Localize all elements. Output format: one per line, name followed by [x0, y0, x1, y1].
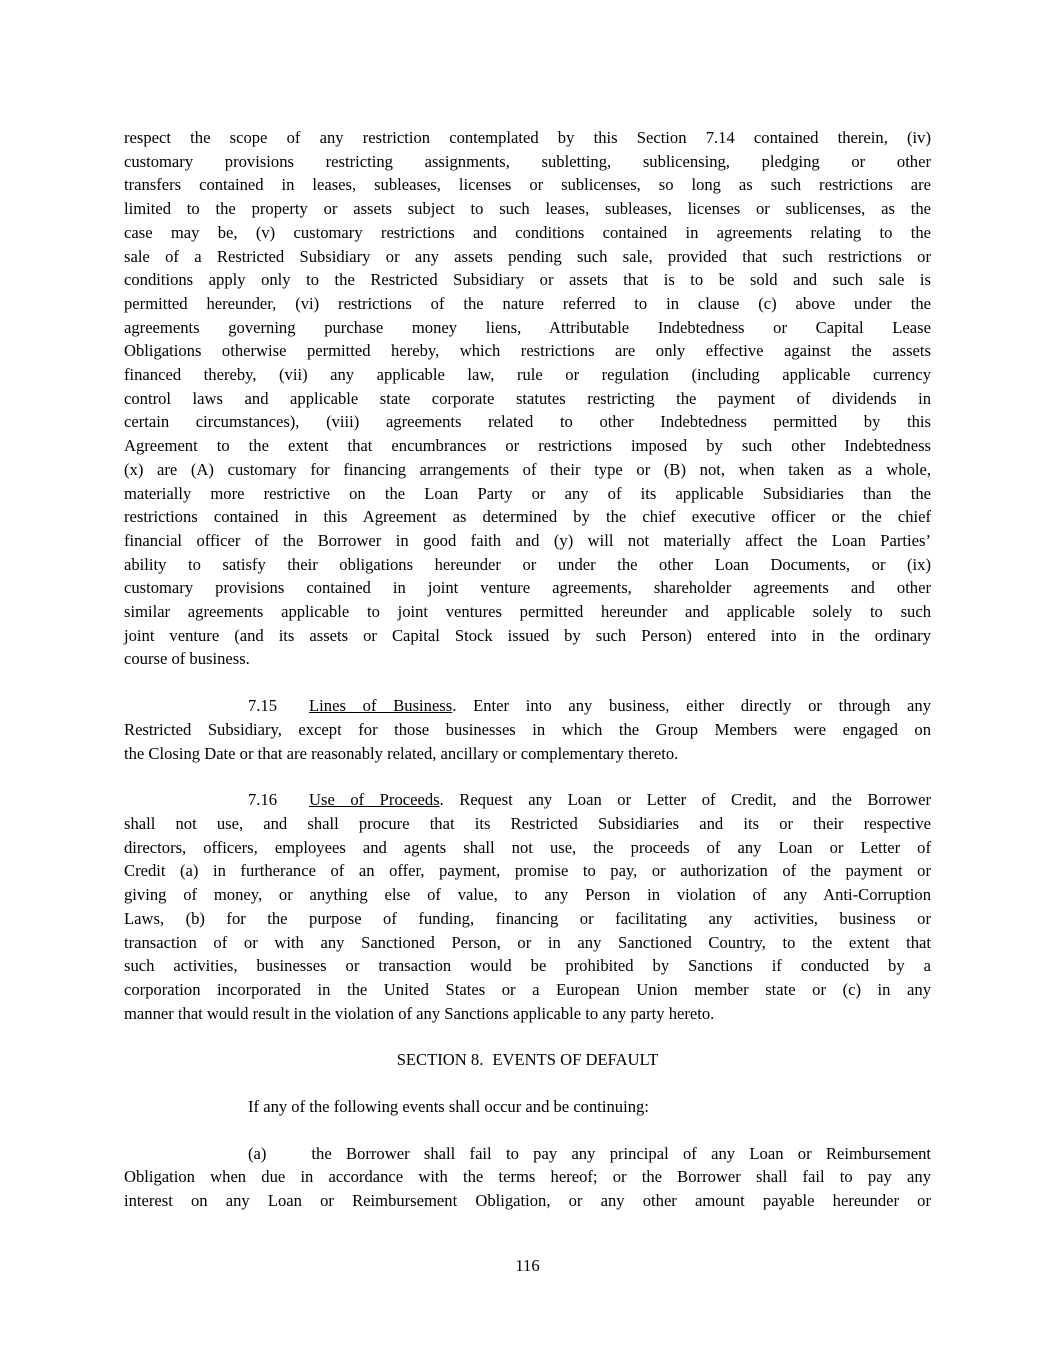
- paragraph-events-intro: [124, 1095, 931, 1119]
- text-segment: financed thereby, (vii) any applicable law, rule or regulation (including applicable currency: [124, 365, 931, 385]
- text-segment: respect the scope of any restriction contemplated by this Section 7.14 contained therein, (iv): [124, 128, 931, 147]
- text-line: [124, 600, 931, 624]
- text-line: [124, 742, 931, 766]
- text-segment: similar agreements applicable to joint ventures permitted hereunder and applicable solely to such: [124, 602, 931, 622]
- text-line: [124, 553, 931, 577]
- text-line: [124, 410, 931, 434]
- text-segment: shall not use, and shall procure that its Restricted Subsidiaries and its or their respective: [124, 813, 931, 833]
- text-segment: restrictions contained in this Agreement as determined by the chief executive officer or the chief: [124, 507, 931, 527]
- text-line: [124, 458, 931, 482]
- text-segment: Obligations otherwise permitted hereby, which restrictions are only effective against the assets: [124, 341, 931, 361]
- text-segment: If any of the following events shall occur and be continuing:: [248, 1097, 649, 1117]
- text-line: [124, 505, 931, 529]
- text-segment: such activities, businesses or transaction would be prohibited by Sanctions if conducted by a: [124, 956, 931, 976]
- paragraph-section-7-16: [124, 788, 931, 1025]
- text-line: [124, 694, 931, 718]
- text-line: [124, 788, 931, 812]
- text-line: [124, 954, 931, 978]
- text-segment: conditions apply only to the Restricted Subsidiary or assets that is to be sold and such sale is: [124, 270, 931, 290]
- text-segment: giving of money, or anything else of value, to any Person in violation of any Anti-Corruption: [124, 885, 931, 905]
- text-segment: 7.15: [248, 696, 278, 716]
- text-segment: customary provisions restricting assignments, subletting, sublicensing, pledging or other: [124, 151, 931, 171]
- text-line: [124, 1165, 931, 1189]
- text-segment: case may be, (v) customary restrictions and conditions contained in agreements relating to the: [124, 222, 931, 242]
- text-line: [124, 529, 931, 553]
- text-line: [124, 1189, 931, 1213]
- text-line: [124, 931, 931, 955]
- text-line: [124, 978, 931, 1002]
- paragraph-continuation: [124, 126, 931, 671]
- text-line: [124, 1048, 931, 1072]
- page-number: 116: [515, 1256, 540, 1275]
- text-line: [124, 883, 931, 907]
- text-segment: control laws and applicable state corporate statutes restricting the payment of dividends in: [124, 388, 931, 408]
- text-segment: limited to the property or assets subject to such leases, subleases, licenses or sublicenses, as the: [124, 199, 931, 219]
- underlined-heading: Lines of Business: [309, 696, 453, 716]
- text-line: [124, 339, 931, 363]
- paragraph-clause-a: [124, 1142, 931, 1213]
- text-segment: transfers contained in leases, subleases, licenses or sublicenses, so long as such restrictions are: [124, 175, 931, 195]
- text-segment: 7.16: [248, 790, 278, 810]
- text-segment: sale of a Restricted Subsidiary or any assets pending such sale, provided that such restrictions or: [124, 246, 931, 266]
- text-segment: transaction of or with any Sanctioned Person, or in any Sanctioned Country, to the extent that: [124, 932, 931, 952]
- text-segment: permitted hereunder, (vi) restrictions of the nature referred to in clause (c) above under the: [124, 293, 931, 313]
- text-line: [124, 836, 931, 860]
- text-line: [124, 150, 931, 174]
- text-line: [124, 126, 931, 150]
- text-line: [124, 221, 931, 245]
- paragraph-section-7-15: [124, 694, 931, 765]
- text-line: [124, 482, 931, 506]
- text-line: [124, 197, 931, 221]
- text-segment: the Closing Date or that are reasonably related, ancillary or complementary thereto.: [124, 743, 679, 763]
- text-segment: (a): [248, 1143, 267, 1163]
- text-segment: certain circumstances), (viii) agreements related to other Indebtedness permitted by this: [124, 412, 931, 432]
- text-segment: joint venture (and its assets or Capital Stock issued by such Person) entered into in the ordinary: [124, 625, 931, 645]
- text-line: [124, 1095, 931, 1119]
- text-segment: corporation incorporated in the United States or a European Union member state or (c) in any: [124, 979, 931, 999]
- text-segment: SECTION 8.: [396, 1050, 484, 1070]
- text-segment: . Request any Loan or Letter of Credit, and the Borrower: [439, 790, 931, 810]
- text-segment: interest on any Loan or Reimbursement Obligation, or any other amount payable hereunder or: [124, 1191, 931, 1211]
- text-line: [124, 387, 931, 411]
- text-line: [124, 647, 931, 671]
- text-segment: Agreement to the extent that encumbrances or restrictions imposed by such other Indebtedness: [124, 436, 931, 456]
- text-segment: Obligation when due in accordance with the terms hereof; or the Borrower shall fail to pay any: [124, 1167, 931, 1187]
- text-line: [124, 292, 931, 316]
- text-segment: Laws, (b) for the purpose of funding, financing or facilitating any activities, business or: [124, 908, 931, 928]
- text-line: [124, 859, 931, 883]
- text-line: [124, 1002, 931, 1026]
- text-segment: financial officer of the Borrower in good faith and (y) will not materially affect the Loan Parties’: [124, 530, 931, 550]
- text-line: [124, 434, 931, 458]
- text-segment: directors, officers, employees and agents shall not use, the proceeds of any Loan or Letter of: [124, 837, 931, 857]
- text-segment: EVENTS OF DEFAULT: [492, 1050, 659, 1070]
- text-line: [124, 316, 931, 340]
- text-segment: . Enter into any business, either directly or through any: [452, 696, 932, 716]
- text-line: [124, 268, 931, 292]
- text-line: [124, 1142, 931, 1166]
- text-line: [124, 173, 931, 197]
- page-body: [124, 126, 931, 1236]
- text-segment: agreements governing purchase money liens, Attributable Indebtedness or Capital Lease: [124, 317, 931, 337]
- text-line: [124, 907, 931, 931]
- text-segment: materially more restrictive on the Loan Party or any of its applicable Subsidiaries than the: [124, 483, 931, 503]
- text-line: [124, 363, 931, 387]
- text-line: [124, 812, 931, 836]
- text-segment: Restricted Subsidiary, except for those businesses in which the Group Members were engaged on: [124, 719, 931, 739]
- text-line: [124, 576, 931, 600]
- section-8-heading: [124, 1048, 931, 1072]
- text-segment: course of business.: [124, 649, 250, 669]
- text-segment: manner that would result in the violation of any Sanctions applicable to any party hereto.: [124, 1003, 715, 1023]
- text-segment: ability to satisfy their obligations hereunder or under the other Loan Documents, or (ix): [124, 554, 931, 574]
- text-segment: customary provisions contained in joint venture agreements, shareholder agreements and other: [124, 578, 931, 598]
- text-line: [124, 624, 931, 648]
- text-segment: (x) are (A) customary for financing arrangements of their type or (B) not, when taken as a whole,: [124, 459, 931, 479]
- underlined-heading: Use of Proceeds: [309, 790, 440, 810]
- text-line: [124, 718, 931, 742]
- text-segment: Credit (a) in furtherance of an offer, payment, promise to pay, or authorization of the payment or: [124, 861, 931, 881]
- text-segment: the Borrower shall fail to pay any principal of any Loan or Reimbursement: [311, 1143, 931, 1163]
- text-line: [124, 245, 931, 269]
